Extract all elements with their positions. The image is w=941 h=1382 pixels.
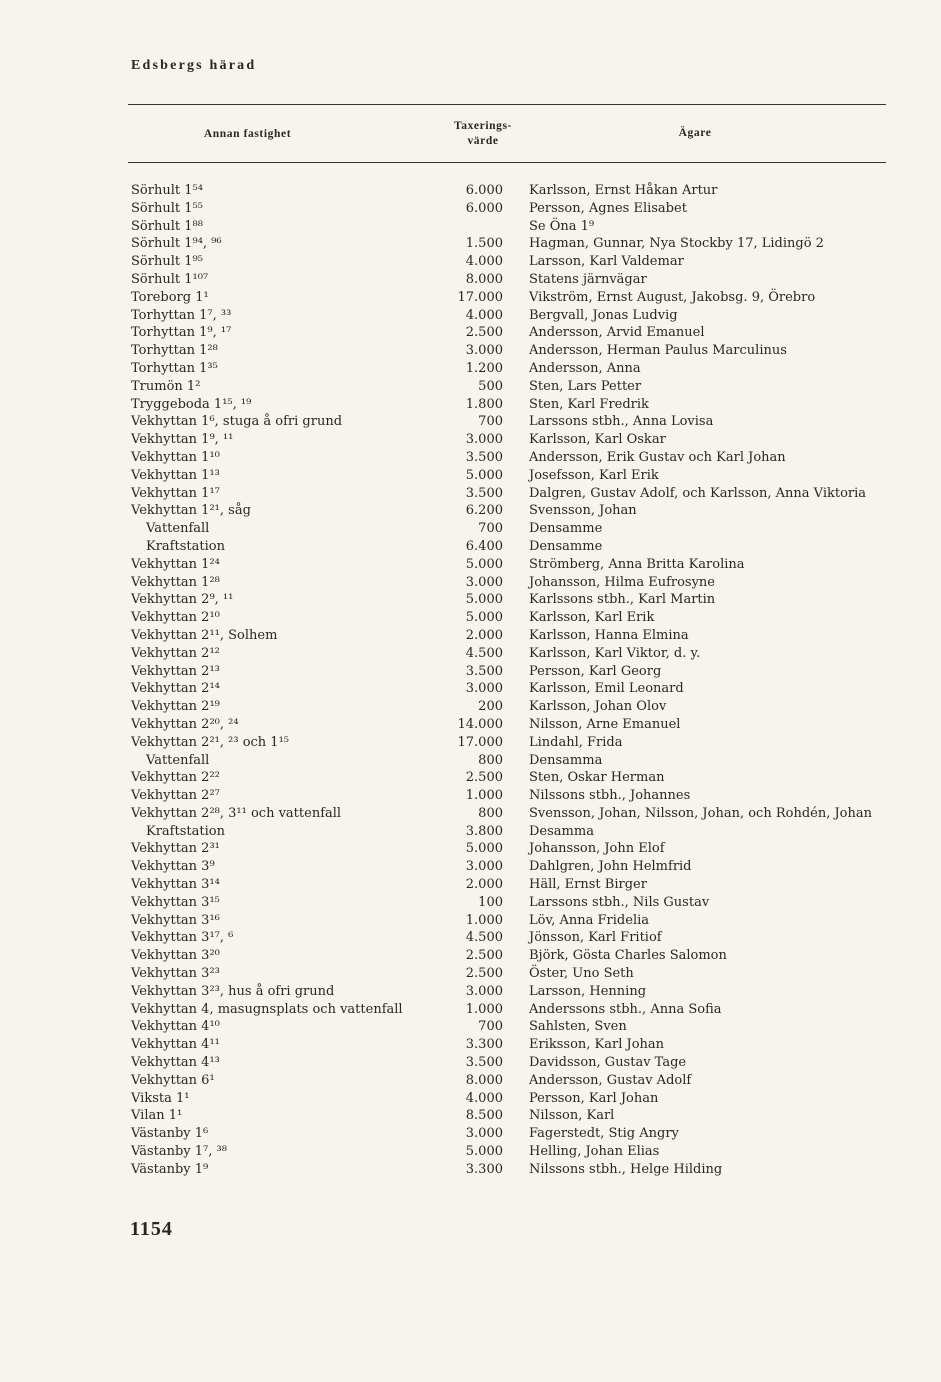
tax-value-cell: 500 <box>478 378 503 394</box>
tax-value-cell: 8.500 <box>465 1108 503 1124</box>
column-header-tax-line1: Taxerings- <box>454 120 512 132</box>
table-row <box>0 218 941 236</box>
tax-value-cell: 3.000 <box>465 343 503 359</box>
property-cell: Sörhult 1⁵⁴ <box>131 183 203 198</box>
table-row <box>0 787 941 805</box>
owner-cell: Desamma <box>529 823 594 839</box>
tax-value-cell: 5.000 <box>465 467 503 483</box>
tax-value-cell: 700 <box>478 414 503 430</box>
table-row <box>0 894 941 912</box>
tax-value-cell: 4.000 <box>465 254 503 270</box>
tax-value-cell: 3.000 <box>465 983 503 999</box>
owner-cell: Sten, Lars Petter <box>529 378 642 394</box>
owner-cell: Dalgren, Gustav Adolf, och Karlsson, Anna Viktoria <box>529 485 867 501</box>
owner-cell: Larssons stbh., Nils Gustav <box>529 894 710 910</box>
table-row <box>0 1143 941 1161</box>
owner-cell: Jönsson, Karl Fritiof <box>529 930 662 946</box>
property-cell: Vilan 1¹ <box>131 1108 183 1124</box>
owner-cell: Dahlgren, John Helmfrid <box>529 859 692 875</box>
owner-cell: Anderssons stbh., Anna Sofia <box>529 1001 722 1017</box>
property-cell: Vekhyttan 3¹⁶ <box>131 912 220 928</box>
page-header-title: Edsbergs härad <box>131 58 257 73</box>
tax-value-cell: 5.000 <box>465 841 503 857</box>
tax-value-cell: 4.500 <box>465 645 503 661</box>
property-cell: Vekhyttan 3²⁰ <box>131 948 220 964</box>
owner-cell: Andersson, Gustav Adolf <box>529 1072 692 1088</box>
property-cell: Vekhyttan 2²⁷ <box>131 788 220 804</box>
tax-value-cell: 1.800 <box>465 396 503 412</box>
tax-value-cell: 5.000 <box>465 610 503 626</box>
table-row <box>0 431 941 449</box>
table-row <box>0 449 941 467</box>
table-row <box>0 538 941 556</box>
tax-value-cell: 2.500 <box>465 966 503 982</box>
table-row <box>0 1036 941 1054</box>
tax-value-cell: 1.000 <box>465 1001 503 1017</box>
owner-cell: Eriksson, Karl Johan <box>529 1037 665 1053</box>
tax-value-cell: 800 <box>478 752 503 768</box>
property-cell: Torhyttan 1⁷, ³³ <box>131 307 232 323</box>
table-row <box>0 752 941 770</box>
tax-value-cell: 3.000 <box>465 859 503 875</box>
table-row <box>0 805 941 823</box>
table-row <box>0 378 941 396</box>
tax-value-cell: 3.500 <box>465 663 503 679</box>
tax-value-cell: 800 <box>478 805 503 821</box>
property-cell: Vekhyttan 1¹³ <box>131 467 220 483</box>
owner-cell: Josefsson, Karl Erik <box>529 467 659 483</box>
tax-value-cell: 6.200 <box>465 503 503 519</box>
property-cell: Vekhyttan 1⁹, ¹¹ <box>131 432 234 448</box>
table-row <box>0 324 941 342</box>
property-cell: Vekhyttan 4¹⁰ <box>131 1019 220 1035</box>
property-cell: Torhyttan 1²⁸ <box>131 343 218 359</box>
owner-cell: Löv, Anna Fridelia <box>529 912 650 928</box>
tax-value-cell: 2.000 <box>465 627 503 643</box>
table-row <box>0 467 941 485</box>
property-cell: Sörhult 1⁸⁸ <box>131 218 203 234</box>
table-row <box>0 556 941 574</box>
table-row <box>0 396 941 414</box>
owner-cell: Larssons stbh., Anna Lovisa <box>529 414 714 430</box>
tax-value-cell: 700 <box>478 521 503 537</box>
table-row <box>0 716 941 734</box>
property-cell: Vattenfall <box>146 521 210 537</box>
table-row <box>0 858 941 876</box>
property-cell: Västanby 1⁶ <box>131 1126 209 1142</box>
tax-value-cell: 1.500 <box>465 236 503 252</box>
property-cell: Vekhyttan 3¹⁴ <box>131 877 220 893</box>
tax-value-cell: 3.000 <box>465 681 503 697</box>
column-header-property: Annan fastighet <box>203 128 292 140</box>
owner-cell: Larsson, Henning <box>529 983 647 999</box>
owner-cell: Karlsson, Emil Leonard <box>529 681 684 697</box>
table-row <box>0 1107 941 1125</box>
property-cell: Vattenfall <box>146 752 210 768</box>
owner-cell: Andersson, Erik Gustav och Karl Johan <box>529 449 786 465</box>
property-cell: Torhyttan 1⁹, ¹⁷ <box>131 325 232 341</box>
table-row <box>0 1018 941 1036</box>
owner-cell: Lindahl, Frida <box>529 734 623 750</box>
tax-value-cell: 100 <box>478 894 503 910</box>
tax-value-cell: 200 <box>478 699 503 715</box>
tax-value-cell: 700 <box>478 1019 503 1035</box>
table-row <box>0 876 941 894</box>
property-cell: Vekhyttan 4¹¹ <box>131 1037 220 1053</box>
property-cell: Sörhult 1⁹⁵ <box>131 254 203 270</box>
owner-cell: Nilsson, Karl <box>529 1108 615 1124</box>
owner-cell: Karlsson, Karl Viktor, d. y. <box>529 645 701 661</box>
property-cell: Toreborg 1¹ <box>131 289 209 305</box>
property-cell: Vekhyttan 3¹⁵ <box>131 894 220 910</box>
owner-cell: Johansson, Hilma Eufrosyne <box>529 574 715 590</box>
owner-cell: Björk, Gösta Charles Salomon <box>529 948 727 964</box>
tax-value-cell: 17.000 <box>457 289 503 305</box>
page-number: 1154 <box>130 1218 173 1240</box>
property-cell: Vekhyttan 2¹⁹ <box>131 699 220 715</box>
property-cell: Vekhyttan 3²³, hus å ofri grund <box>131 983 335 999</box>
owner-cell: Karlsson, Johan Olov <box>529 699 667 715</box>
owner-cell: Karlssons stbh., Karl Martin <box>529 592 716 608</box>
tax-value-cell: 17.000 <box>457 734 503 750</box>
owner-cell: Karlsson, Ernst Håkan Artur <box>529 183 718 198</box>
owner-cell: Andersson, Anna <box>529 360 641 376</box>
property-cell: Vekhyttan 2²⁸, 3¹¹ och vattenfall <box>131 805 342 821</box>
owner-cell: Karlsson, Hanna Elmina <box>529 627 689 643</box>
tax-value-cell: 4.500 <box>465 930 503 946</box>
owner-cell: Davidsson, Gustav Tage <box>529 1055 687 1071</box>
property-cell: Vekhyttan 1¹⁷ <box>131 485 220 501</box>
property-cell: Västanby 1⁹ <box>131 1161 209 1177</box>
owner-cell: Se Öna 1⁹ <box>529 218 595 234</box>
table-row <box>0 342 941 360</box>
owner-cell: Persson, Karl Georg <box>529 663 662 679</box>
tax-value-cell: 6.400 <box>465 538 503 554</box>
property-cell: Vekhyttan 1²⁸ <box>131 574 220 590</box>
owner-cell: Nilsson, Arne Emanuel <box>529 716 681 732</box>
tax-value-cell: 2.500 <box>465 770 503 786</box>
table-row <box>0 289 941 307</box>
property-cell: Sörhult 1⁹⁴, ⁹⁶ <box>131 236 222 252</box>
property-cell: Vekhyttan 2²² <box>131 770 220 786</box>
tax-value-cell: 3.500 <box>465 485 503 501</box>
table-row <box>0 307 941 325</box>
table-row <box>0 360 941 378</box>
tax-value-cell: 2.500 <box>465 325 503 341</box>
property-cell: Vekhyttan 4, masugnsplats och vattenfall <box>131 1001 403 1017</box>
property-cell: Kraftstation <box>146 538 225 554</box>
property-cell: Vekhyttan 1²⁴ <box>131 556 220 572</box>
table-row <box>0 734 941 752</box>
table-row <box>0 1001 941 1019</box>
table-row <box>0 591 941 609</box>
owner-cell: Fagerstedt, Stig Angry <box>529 1126 679 1142</box>
tax-value-cell: 8.000 <box>465 1072 503 1088</box>
property-cell: Vekhyttan 2¹² <box>131 645 220 661</box>
owner-cell: Karlsson, Karl Erik <box>529 610 655 626</box>
property-cell: Vekhyttan 2¹¹, Solhem <box>131 627 278 643</box>
tax-value-cell: 8.000 <box>465 271 503 287</box>
tax-value-cell: 3.000 <box>465 432 503 448</box>
owner-cell: Svensson, Johan <box>529 503 637 519</box>
owner-cell: Densamma <box>529 752 603 768</box>
tax-value-cell: 5.000 <box>465 1144 503 1160</box>
tax-value-cell: 3.500 <box>465 449 503 465</box>
property-cell: Sörhult 1¹⁰⁷ <box>131 271 209 287</box>
property-cell: Vekhyttan 2¹⁰ <box>131 610 220 626</box>
tax-value-cell: 14.000 <box>457 716 503 732</box>
table-row <box>0 485 941 503</box>
owner-cell: Strömberg, Anna Britta Karolina <box>529 556 745 572</box>
owner-cell: Persson, Agnes Elisabet <box>529 200 687 216</box>
table-row <box>0 413 941 431</box>
owner-cell: Densamme <box>529 521 603 537</box>
tax-value-cell: 4.000 <box>465 307 503 323</box>
column-header-tax-value <box>440 119 526 149</box>
owner-cell: Nilssons stbh., Johannes <box>529 788 691 804</box>
table-row <box>0 823 941 841</box>
tax-value-cell: 3.500 <box>465 1055 503 1071</box>
column-header-tax-line2: värde <box>467 135 499 147</box>
table-row <box>0 182 941 200</box>
table-row <box>0 502 941 520</box>
owner-cell: Sten, Karl Fredrik <box>529 396 649 412</box>
table-row <box>0 1125 941 1143</box>
tax-value-cell: 1.000 <box>465 912 503 928</box>
property-cell: Vekhyttan 1¹⁰ <box>131 449 220 465</box>
tax-value-cell: 3.800 <box>465 823 503 839</box>
header-rule-bottom <box>128 162 886 163</box>
tax-value-cell: 1.200 <box>465 360 503 376</box>
owner-cell: Hagman, Gunnar, Nya Stockby 17, Lidingö 2 <box>529 236 824 252</box>
owner-cell: Andersson, Herman Paulus Marculinus <box>529 343 787 359</box>
property-cell: Vekhyttan 4¹³ <box>131 1055 220 1071</box>
property-cell: Kraftstation <box>146 823 225 839</box>
table-row <box>0 663 941 681</box>
tax-value-cell: 1.000 <box>465 788 503 804</box>
table-row <box>0 947 941 965</box>
owner-cell: Sten, Oskar Herman <box>529 770 665 786</box>
table-row <box>0 1072 941 1090</box>
tax-value-cell: 2.500 <box>465 948 503 964</box>
owner-cell: Andersson, Arvid Emanuel <box>529 325 705 341</box>
tax-value-cell: 3.300 <box>465 1037 503 1053</box>
tax-value-cell: 3.000 <box>465 1126 503 1142</box>
table-row <box>0 645 941 663</box>
tax-value-cell: 6.000 <box>465 200 503 216</box>
table-row <box>0 609 941 627</box>
tax-value-cell: 4.000 <box>465 1090 503 1106</box>
tax-value-cell: 5.000 <box>465 592 503 608</box>
table-row <box>0 253 941 271</box>
column-header-owner: Ägare <box>678 127 712 139</box>
property-cell: Sörhult 1⁵⁵ <box>131 200 203 216</box>
property-cell: Västanby 1⁷, ³⁸ <box>131 1144 227 1160</box>
table-row <box>0 574 941 592</box>
table-row <box>0 912 941 930</box>
header-rule-top <box>128 104 886 105</box>
owner-cell: Johansson, John Elof <box>529 841 665 857</box>
property-cell: Trumön 1² <box>131 378 201 394</box>
owner-cell: Persson, Karl Johan <box>529 1090 659 1106</box>
property-cell: Vekhyttan 3²³ <box>131 966 220 982</box>
property-cell: Tryggeboda 1¹⁵, ¹⁹ <box>131 396 252 412</box>
property-cell: Viksta 1¹ <box>131 1090 190 1106</box>
property-cell: Vekhyttan 2¹⁴ <box>131 681 220 697</box>
owner-cell: Karlsson, Karl Oskar <box>529 432 666 448</box>
table-row <box>0 929 941 947</box>
tax-value-cell: 3.000 <box>465 574 503 590</box>
table-row <box>0 1090 941 1108</box>
property-cell: Vekhyttan 1²¹, såg <box>131 503 251 519</box>
table-row <box>0 983 941 1001</box>
table-row <box>0 627 941 645</box>
property-cell: Vekhyttan 2⁹, ¹¹ <box>131 592 234 608</box>
table-row <box>0 1054 941 1072</box>
property-cell: Vekhyttan 2¹³ <box>131 663 220 679</box>
property-cell: Vekhyttan 3⁹ <box>131 859 215 875</box>
property-cell: Vekhyttan 6¹ <box>131 1072 215 1088</box>
property-cell: Vekhyttan 2²¹, ²³ och 1¹⁵ <box>131 734 290 750</box>
property-cell: Vekhyttan 2²⁰, ²⁴ <box>131 716 239 732</box>
owner-cell: Häll, Ernst Birger <box>529 877 647 893</box>
property-cell: Vekhyttan 1⁶, stuga å ofri grund <box>131 414 343 430</box>
table-row <box>0 680 941 698</box>
table-row <box>0 840 941 858</box>
table-row <box>0 235 941 253</box>
tax-value-cell: 2.000 <box>465 877 503 893</box>
table-row <box>0 200 941 218</box>
owner-cell: Densamme <box>529 538 603 554</box>
table-row <box>0 271 941 289</box>
table-row <box>0 769 941 787</box>
table-row <box>0 698 941 716</box>
table-row <box>0 520 941 538</box>
owner-cell: Larsson, Karl Valdemar <box>529 254 684 270</box>
owner-cell: Sahlsten, Sven <box>529 1019 627 1035</box>
property-cell: Vekhyttan 3¹⁷, ⁶ <box>131 930 234 946</box>
table-row <box>0 1161 941 1179</box>
owner-cell: Nilssons stbh., Helge Hilding <box>529 1161 723 1177</box>
owner-cell: Helling, Johan Elias <box>529 1144 660 1160</box>
property-cell: Vekhyttan 2³¹ <box>131 841 220 857</box>
tax-value-cell: 3.300 <box>465 1161 503 1177</box>
tax-value-cell: 5.000 <box>465 556 503 572</box>
owner-cell: Öster, Uno Seth <box>529 966 634 982</box>
tax-value-cell: 6.000 <box>465 183 503 198</box>
property-cell: Torhyttan 1³⁵ <box>131 360 218 376</box>
owner-cell: Bergvall, Jonas Ludvig <box>529 307 678 323</box>
property-table <box>0 182 941 1179</box>
owner-cell: Statens järnvägar <box>529 271 647 287</box>
table-row <box>0 965 941 983</box>
owner-cell: Svensson, Johan, Nilsson, Johan, och Rohdén, Johan <box>529 805 873 821</box>
owner-cell: Vikström, Ernst August, Jakobsg. 9, Örebro <box>529 289 816 305</box>
